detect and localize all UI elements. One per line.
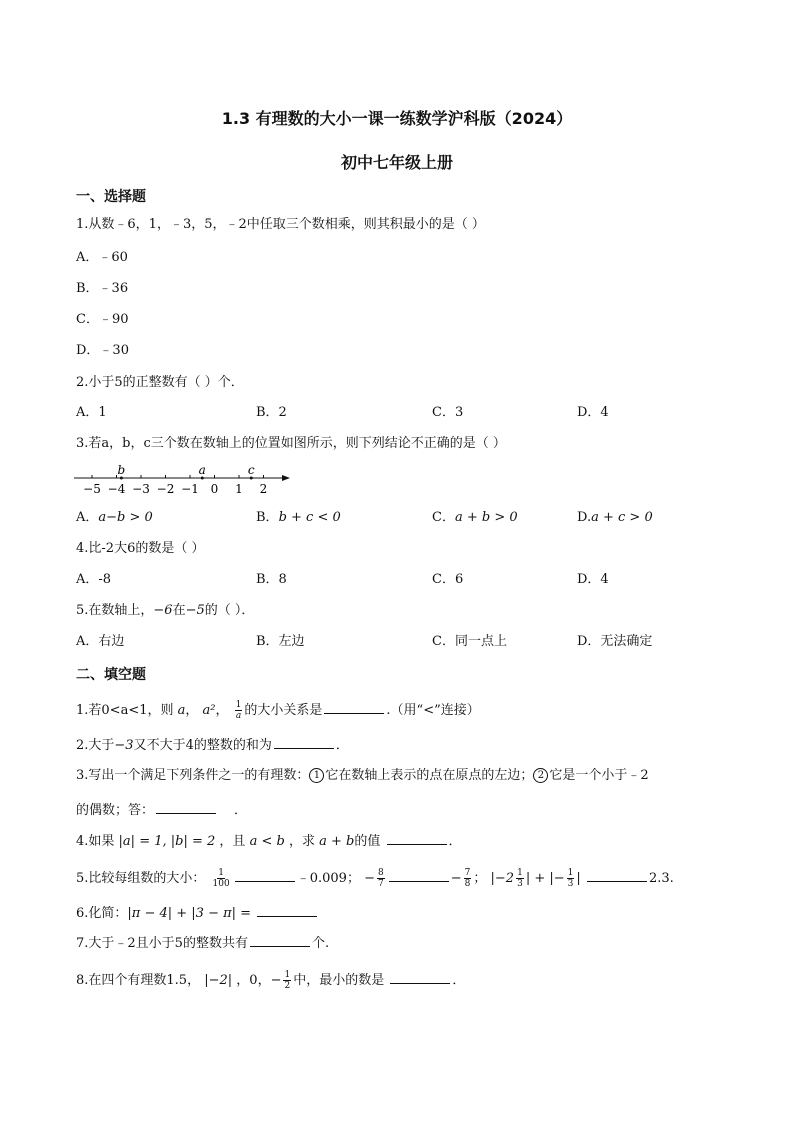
f5-f5-num: 1	[567, 868, 574, 878]
f5-fraction-2	[377, 868, 385, 889]
question-3-option-d-math: a + c > 0	[591, 510, 653, 525]
f4-text-e: ．	[448, 834, 462, 849]
number-line-figure	[72, 461, 302, 501]
f7-text-a: 7.大于﹣2且小于5的整数共有	[76, 936, 248, 951]
page-subtitle: 初中七年级上册	[340, 153, 453, 172]
f4-math-2: |b| = 2	[170, 834, 216, 849]
question-3-option-a-math: a−b > 0	[98, 510, 153, 525]
number-line-tick-label: 1	[235, 482, 243, 496]
f4-math-1: |a| = 1,	[118, 834, 167, 849]
f5-f1-num: 1	[218, 868, 224, 878]
f8-text-d: ．	[452, 973, 466, 988]
fill-question-7	[76, 934, 329, 953]
number-line-tick-label: 0	[210, 482, 219, 496]
question-5-option-c: C．同一点上	[432, 634, 507, 649]
question-3-option-b	[256, 509, 341, 527]
f8-text-c: 中，最小的数是	[293, 973, 385, 988]
q5-text-b: 在	[172, 603, 186, 618]
f3-answer-blank[interactable]	[156, 801, 216, 814]
f3-text-b: 它在数轴上表示的点在原点的左边；	[325, 768, 534, 783]
question-3-option-c-label: C．	[432, 510, 455, 525]
f5-f2-den: 7	[378, 879, 384, 889]
question-5-option-d: D．无法确定	[577, 634, 653, 649]
circled-number-2: 2	[533, 768, 548, 783]
fill-question-6	[76, 904, 319, 923]
f3-text-a: 3.写出一个满足下列条件之一的有理数：	[76, 768, 310, 783]
f8-frac-num: 1	[284, 970, 291, 980]
number-line-tick-label: −1	[181, 482, 199, 496]
f8-minus: −	[270, 973, 282, 988]
question-3-option-a	[76, 509, 153, 527]
q5-text-c: 的（ ）．	[204, 603, 255, 618]
f3-text-d: 的偶数；答：	[76, 803, 155, 818]
f1-text-b: 的大小关系是	[244, 703, 323, 718]
question-3-stem: 3.若a，b，c三个数在数轴上的位置如图所示，则下列结论不正确的是（ ）	[76, 436, 506, 451]
f1-text-a: 1.若0<a<1，则	[76, 703, 174, 718]
f4-text-a: 4.如果	[76, 834, 115, 849]
question-5-option-a: A．右边	[76, 634, 125, 649]
fill-question-8	[76, 970, 465, 991]
number-line-arrow	[282, 475, 290, 481]
question-4-option-c: C．6	[432, 572, 464, 587]
number-line-tick-label: −4	[107, 482, 126, 496]
question-2-stem: 2.小于5的正整数有（ ）个．	[76, 375, 244, 390]
f6-text-a: 6.化简：	[76, 906, 128, 921]
f5-abs-2-close: |	[576, 871, 581, 886]
fill-question-4	[76, 832, 462, 851]
f1-math-a-squared: a²	[202, 703, 216, 718]
number-line-tick-label: 2	[259, 482, 268, 496]
question-3-option-b-label: B．	[256, 510, 279, 525]
f3-text-e: ．	[234, 803, 248, 818]
number-line-points	[118, 463, 255, 480]
number-line-point-label: c	[247, 463, 255, 477]
fill-question-1	[76, 700, 480, 721]
f5-abs-1-open: |−2	[490, 871, 515, 886]
f1-sep-1: ，	[185, 703, 199, 718]
fill-question-2	[76, 736, 349, 755]
f4-text-d: 的值	[354, 834, 381, 849]
f2-text-c: ．	[335, 738, 349, 753]
f7-text-b: 个.	[311, 936, 330, 951]
number-line-tick-label: −5	[83, 482, 101, 496]
f4-math-3: a < b	[249, 834, 285, 849]
f5-f4-num: 1	[517, 868, 523, 878]
f8-answer-blank[interactable]	[390, 971, 450, 984]
f1-math-a: a	[177, 703, 186, 718]
question-1-stem: 1.从数﹣6，1，﹣3，5，﹣2中任取三个数相乘，则其积最小的是（ ）	[76, 217, 485, 232]
f1-text-c: .（用“<”连接）	[386, 703, 480, 718]
question-3-option-b-math: b + c < 0	[278, 510, 341, 525]
f4-text-b: ，且	[219, 834, 246, 849]
section-heading-choice: 一、选择题	[76, 189, 146, 205]
number-line-point-label: a	[198, 463, 206, 477]
question-3-option-a-label: A．	[76, 510, 99, 525]
f6-answer-blank[interactable]	[257, 904, 317, 917]
question-1-option-d: D．﹣30	[76, 343, 129, 358]
f8-text-b: ，0，	[236, 973, 271, 988]
question-3-option-c	[432, 509, 518, 527]
f5-text-d: 2.3.	[648, 871, 674, 886]
f8-text-a: 8.在四个有理数1.5，	[76, 973, 201, 988]
f1-answer-blank[interactable]	[324, 701, 384, 714]
question-2-option-b: B．2	[256, 405, 287, 420]
f2-math: −3	[114, 738, 134, 753]
f7-answer-blank[interactable]	[250, 934, 310, 947]
f5-abs-2-open: |−	[549, 871, 565, 886]
question-2-option-d: D．4	[577, 405, 609, 420]
f5-text-c: ；	[473, 871, 487, 886]
f2-answer-blank[interactable]	[274, 736, 334, 749]
f1-fraction	[235, 700, 243, 721]
f2-text-b: 又不大于4的整数的和为	[133, 738, 272, 753]
f5-fraction-3	[464, 868, 472, 889]
f2-text-a: 2.大于	[76, 738, 115, 753]
f4-math-4: a + b	[319, 834, 355, 849]
question-1-option-b: B．﹣36	[76, 281, 129, 296]
section-heading-fill: 二、填空题	[76, 667, 146, 683]
f1-sep-2: ，	[215, 703, 229, 718]
f1-frac-den: a	[235, 711, 242, 721]
f5-plus: +	[534, 871, 546, 886]
number-line-tick-label: −3	[132, 482, 150, 496]
question-4-option-d: D．4	[577, 572, 609, 587]
f4-answer-blank[interactable]	[387, 832, 447, 845]
f5-answer-blank-3[interactable]	[587, 869, 647, 882]
f5-f3-den: 8	[464, 879, 471, 889]
f8-math-abs: |−2|	[204, 973, 233, 988]
question-4-option-b: B．8	[256, 572, 287, 587]
question-2-option-a: A．1	[76, 405, 107, 420]
f5-f1-den: 100	[212, 879, 230, 889]
fill-question-5	[76, 868, 674, 889]
f5-answer-blank-1[interactable]	[235, 869, 295, 882]
f1-frac-num: 1	[235, 700, 242, 710]
number-line-tick-label: −2	[156, 482, 175, 496]
fill-question-3-line-2	[76, 801, 247, 820]
question-2-option-c: C．3	[432, 405, 464, 420]
f5-f2-num: 8	[378, 868, 384, 878]
q5-math-1: −6	[153, 603, 173, 618]
f5-minus-1: −	[364, 871, 375, 886]
f5-f3-num: 7	[464, 868, 471, 878]
f5-abs-1-close: |	[525, 871, 531, 886]
f8-frac-den: 2	[284, 981, 291, 991]
question-3-option-c-math: a + b > 0	[454, 510, 518, 525]
question-1-option-c: C．﹣90	[76, 312, 129, 327]
f3-text-c: 它是一个小于﹣2	[549, 768, 649, 783]
question-4-stem: 4.比-2大6的数是（ ）	[76, 541, 205, 556]
question-4-option-a: A．-8	[76, 572, 112, 587]
page-title: 1.3 有理数的大小一课一练数学沪科版（2024）	[221, 109, 573, 128]
f5-text-a: 5.比较每组数的大小：	[76, 871, 206, 886]
f5-minus-2: −	[450, 871, 462, 886]
q5-math-2: −5	[185, 603, 205, 618]
fill-question-3-line-1	[76, 767, 649, 785]
f5-f5-den: 3	[567, 879, 574, 889]
f5-fraction-4	[516, 868, 524, 889]
f6-math: |π − 4| + |3 − π| =	[127, 906, 252, 921]
question-1-option-a: A．﹣60	[76, 250, 128, 265]
f5-text-b: ﹣0.009；	[296, 871, 360, 886]
f4-text-c: ，求	[288, 834, 315, 849]
f5-fraction-5	[567, 868, 575, 889]
number-line-point-label: b	[117, 463, 126, 477]
question-3-option-d	[577, 509, 653, 527]
f5-answer-blank-2[interactable]	[389, 869, 449, 882]
circled-number-1: 1	[309, 768, 324, 783]
f5-f4-den: 3	[517, 879, 523, 889]
q5-text-a: 5.在数轴上，	[76, 603, 154, 618]
question-5-stem	[76, 602, 254, 620]
question-5-option-b: B．左边	[256, 634, 305, 649]
f5-fraction-1	[212, 868, 231, 889]
question-3-option-d-label: D.	[577, 510, 592, 525]
f8-fraction	[283, 970, 291, 991]
